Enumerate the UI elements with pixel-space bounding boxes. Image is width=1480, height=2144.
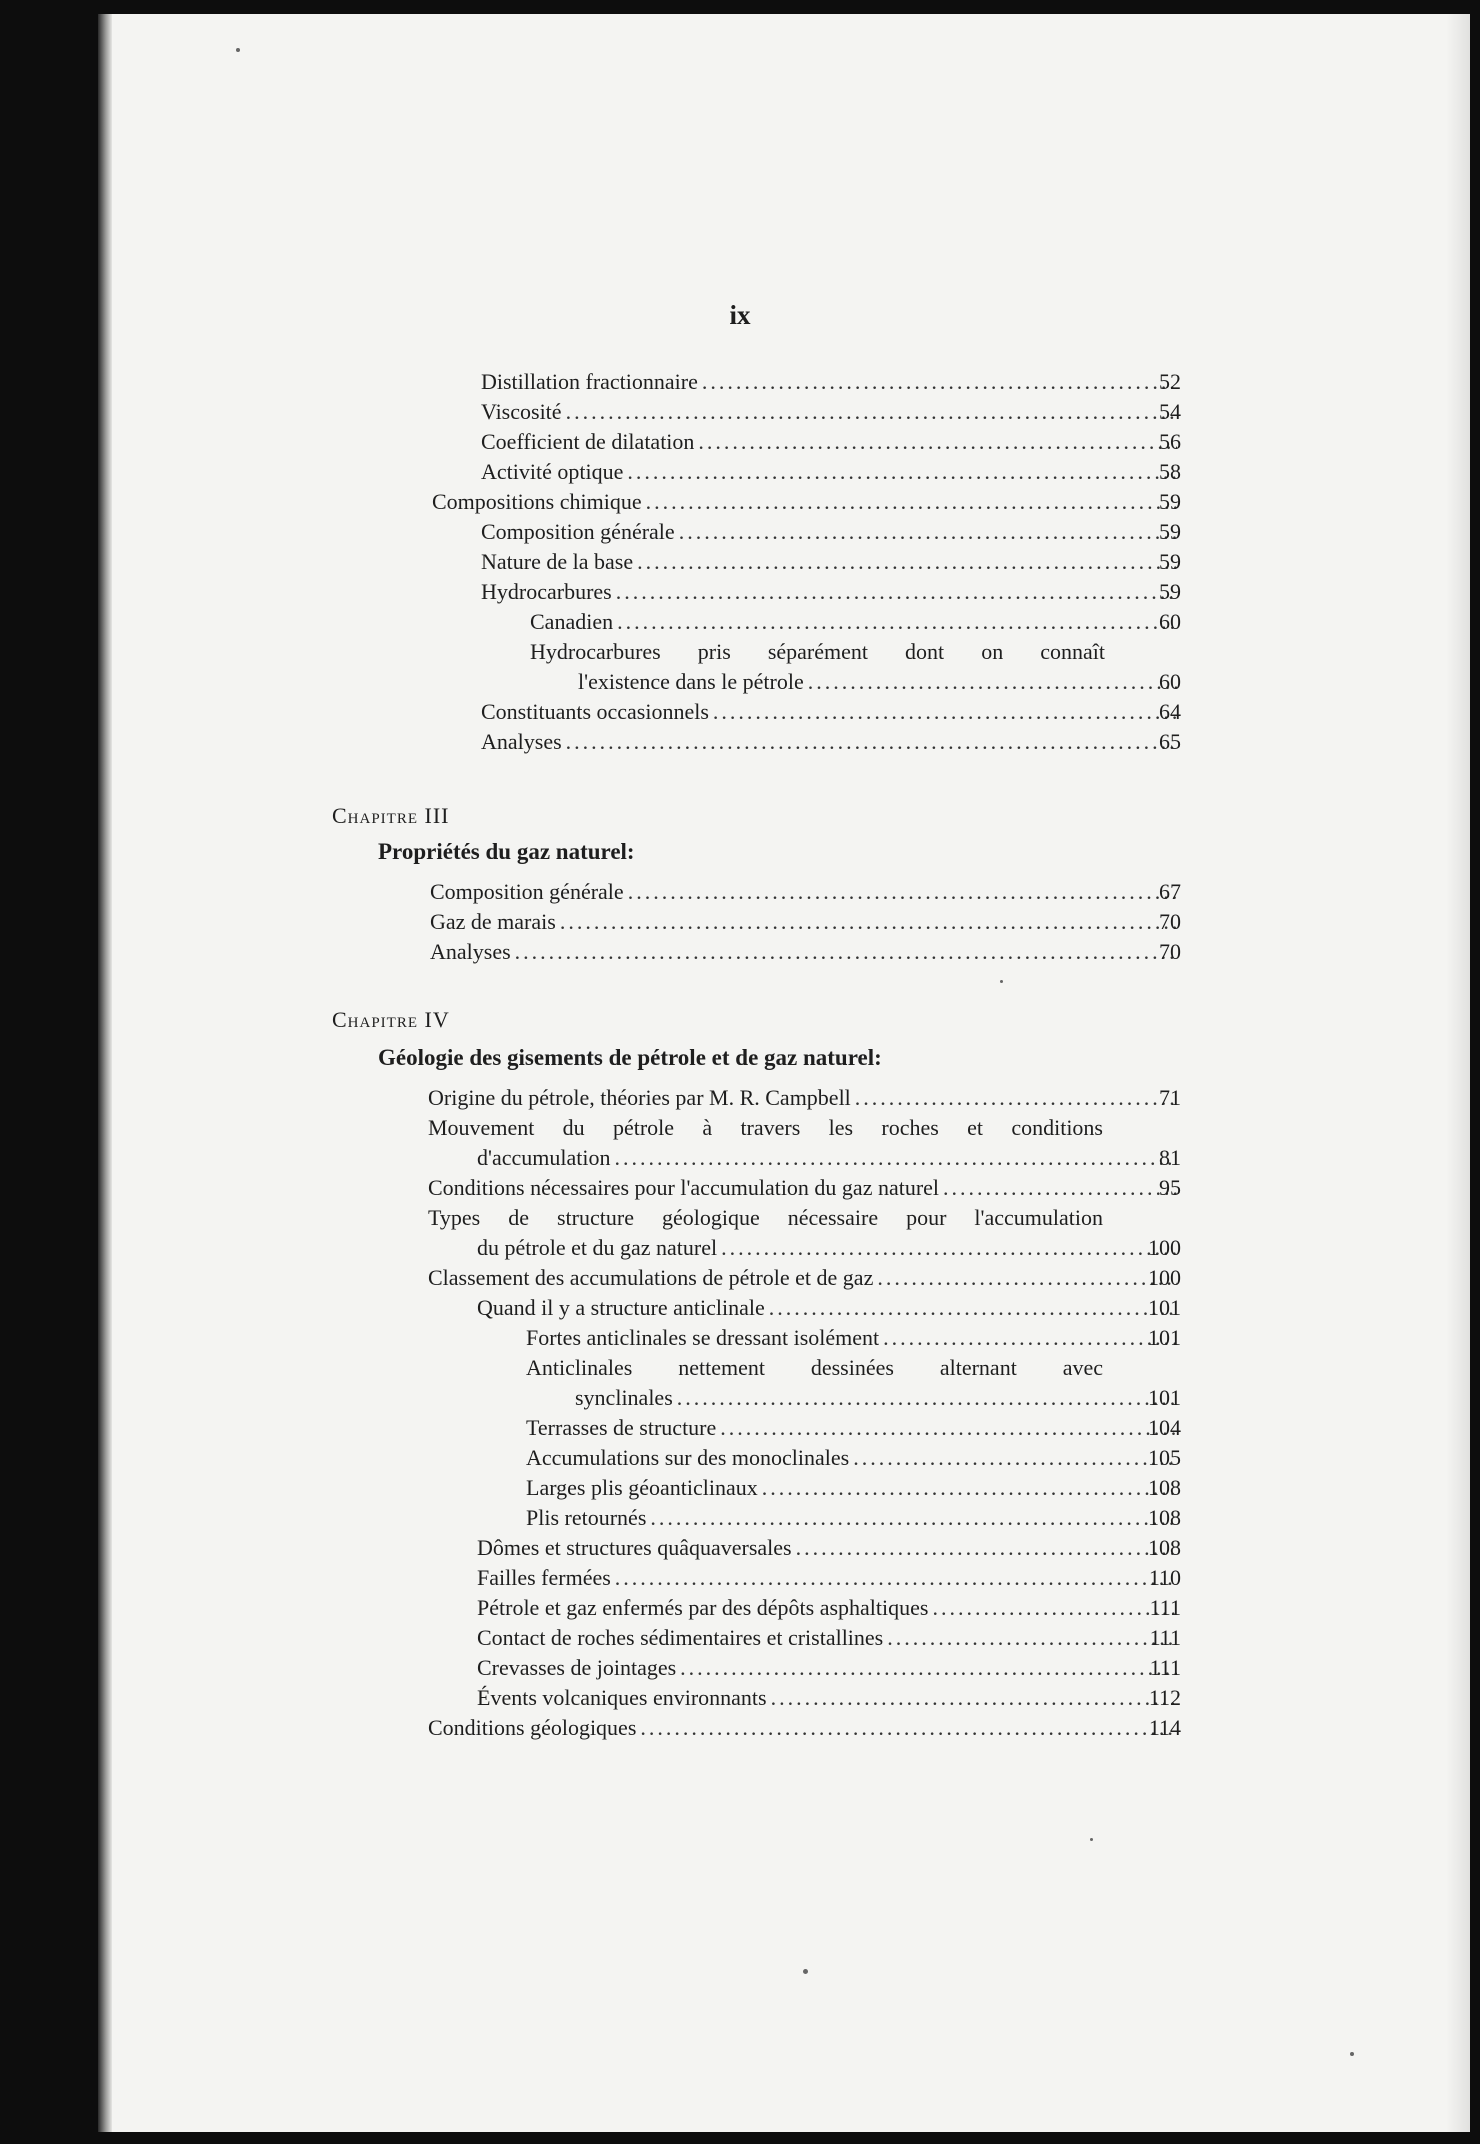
toc-entry: Distillation fractionnaire ..... 52 <box>481 367 1181 397</box>
scan-speck <box>803 1969 808 1974</box>
toc-entry: du pétrole et du gaz naturel ..... 100 <box>477 1233 1181 1263</box>
document-page <box>98 14 1470 2132</box>
toc-entry: Failles fermées ..... 110 <box>477 1563 1181 1593</box>
scan-speck <box>236 48 240 52</box>
toc-entry: Terrasses de structure ..... 104 <box>526 1413 1181 1443</box>
toc-entry: Composition générale ..... 59 <box>481 517 1181 547</box>
toc-entry: Conditions géologiques ..... 114 <box>428 1713 1181 1743</box>
toc-entry: Plis retournés ..... 108 <box>526 1503 1181 1533</box>
scan-speck <box>1000 980 1003 983</box>
toc-entry: Conditions nécessaires pour l'accumulation du gaz naturel ..... 95 <box>428 1173 1181 1203</box>
toc-entry: d'accumulation ..... 81 <box>477 1143 1181 1173</box>
toc-entry: Crevasses de jointages ..... 111 <box>477 1653 1181 1683</box>
toc-entry: Mouvement du pétrole à travers les roches et conditions <box>428 1115 1103 1140</box>
toc-entry: l'existence dans le pétrole ..... 60 <box>578 667 1181 697</box>
toc-entry: Types de structure géologique nécessaire pour l'accumulation <box>428 1205 1103 1230</box>
page-binding-edge <box>98 14 112 2132</box>
page-number: ix <box>729 300 751 330</box>
toc-entry: Canadien ..... 60 <box>530 607 1181 637</box>
toc-entry: Analyses ..... 70 <box>430 937 1181 967</box>
toc-entry: Accumulations sur des monoclinales ..... 105 <box>526 1443 1181 1473</box>
toc-entry: Évents volcaniques environnants ..... 112 <box>477 1683 1181 1713</box>
chapter-title: Propriétés du gaz naturel: <box>378 839 635 864</box>
chapter-heading: Chapitre IV <box>332 1007 450 1032</box>
toc-entry: Constituants occasionnels ..... 64 <box>481 697 1181 727</box>
toc-entry: Pétrole et gaz enfermés par des dépôts asphaltiques ..... 111 <box>477 1593 1181 1623</box>
toc-entry: Coefficient de dilatation ..... 56 <box>481 427 1181 457</box>
toc-entry: Classement des accumulations de pétrole et de gaz ..... 100 <box>428 1263 1181 1293</box>
toc-entry: Activité optique ..... 58 <box>481 457 1181 487</box>
toc-entry: Gaz de marais ..... 70 <box>430 907 1181 937</box>
toc-entry: Nature de la base ..... 59 <box>481 547 1181 577</box>
toc-entry: Analyses ..... 65 <box>481 727 1181 757</box>
toc-entry: Composition générale ..... 67 <box>430 877 1181 907</box>
toc-entry: Anticlinales nettement dessinées alternant avec <box>526 1355 1103 1380</box>
toc-entry: Dômes et structures quâquaversales ..... 108 <box>477 1533 1181 1563</box>
toc-entry: Larges plis géoanticlinaux ..... 108 <box>526 1473 1181 1503</box>
scan-speck <box>1090 1838 1093 1841</box>
toc-entry: Fortes anticlinales se dressant isolément ..... 101 <box>526 1323 1181 1353</box>
chapter-title: Géologie des gisements de pétrole et de gaz naturel: <box>378 1045 882 1070</box>
toc-entry: Contact de roches sédimentaires et cristallines ..... 111 <box>477 1623 1181 1653</box>
toc-entry: synclinales ..... 101 <box>575 1383 1181 1413</box>
toc-entry: Viscosité ..... 54 <box>481 397 1181 427</box>
toc-entry: Hydrocarbures ..... 59 <box>481 577 1181 607</box>
toc-entry: Hydrocarbures pris séparément dont on connaît <box>530 639 1105 664</box>
toc-entry: Quand il y a structure anticlinale ..... 101 <box>477 1293 1181 1323</box>
scan-speck <box>1350 2052 1354 2056</box>
chapter-heading: Chapitre III <box>332 803 450 828</box>
toc-entry: Compositions chimique ..... 59 <box>432 487 1181 517</box>
page-edge-shadow <box>1446 14 1470 2132</box>
toc-entry: Origine du pétrole, théories par M. R. Campbell ..... 71 <box>428 1083 1181 1113</box>
